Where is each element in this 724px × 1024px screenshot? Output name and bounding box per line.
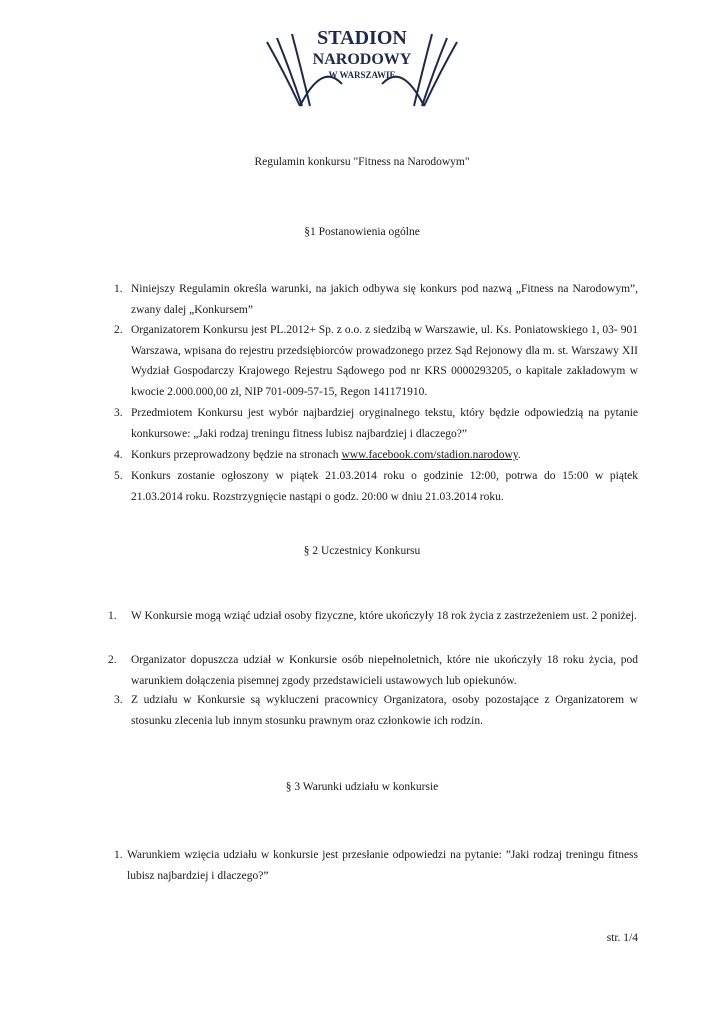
s2-item1-number: 1. [108,610,117,622]
logo-line-3: W WARSZAWIE [328,70,396,80]
stadium-arches-icon [262,22,462,112]
s2-item3-text: Z udziału w Konkursie są wykluczeni pracownicy Organizatora, osoby pozostające z Organizatorem w stosunku zlecenia lub innym stosunku prawnym oraz członkowie ich rodzin. [131,694,638,727]
s1-item2-number: 2. [114,324,123,336]
logo-line-2: NARODOWY [312,51,412,68]
section1-heading: §1 Postanowienia ogólne [304,226,420,238]
s1-item4-text-after: . [517,449,521,461]
logo-line-1: STADION [317,27,407,49]
s1-item2-text: Organizatorem Konkursu jest PL.2012+ Sp. z o.o. z siedzibą w Warszawie, ul. Ks. Poniatowskiego 1, 03- 901 Warszawa, wpisana do rejestru przedsiębiorców prowadzonego przez Sąd Rejonowy dla m. st. Warszawy XII Wydział Gospodarczy Krajowego Rejestru Sądowego pod nr KRS 0000293205, o kapitale zakładowym w kwocie 2.000.000,00 zł, NIP 701-009-57-15, Regon 141171910. [131,324,638,398]
s1-item1-text: Niniejszy Regulamin określa warunki, na jakich odbywa się konkurs pod nazwą „Fitness na Narodowym”, zwany dalej „Konkursem” [131,283,638,316]
s1-item1-number: 1. [114,283,123,295]
s2-item1-text: W Konkursie mogą wziąć udział osoby fizyczne, które ukończyły 18 rok życia z zastrzeżeniem ust. 2 poniżej. [131,610,637,622]
section2-heading: § 2 Uczestnicy Konkursu [303,545,421,557]
s3-item1-text: Warunkiem wzięcia udziału w konkursie jest przesłanie odpowiedzi na pytanie: ”Jaki rodzaj treningu fitness lubisz najbardziej i dlaczego?” [127,849,638,882]
s2-item2-text: Organizator dopuszcza udział w Konkursie osób niepełnoletnich, które nie ukończyły 18 roku życia, pod warunkiem dołączenia pisemnej zgody przedstawicieli ustawowych lub opiekunów. [131,654,638,687]
s1-item4-text [131,445,638,466]
s1-item5-number: 5. [114,470,123,482]
s3-item1-number: 1. [114,849,123,861]
facebook-link[interactable]: www.facebook.com/stadion.narodowy [341,449,518,461]
document-title: Regulamin konkursu "Fitness na Narodowym" [254,156,470,168]
s1-item5-text: Konkurs zostanie ogłoszony w piątek 21.03.2014 roku o godzinie 12:00, potrwa do 15:00 w piątek 21.03.2014 roku. Rozstrzygnięcie nastąpi o godz. 20:00 w dniu 21.03.2014 roku. [131,470,638,503]
s1-item4-text-before: Konkurs przeprowadzony będzie na stronach [131,449,342,461]
s1-item3-text: Przedmiotem Konkursu jest wybór najbardziej oryginalnego tekstu, który będzie odpowiedzią na pytanie konkursowe: „Jaki rodzaj treningu fitness lubisz najbardziej i dlaczego?” [131,407,638,440]
s1-item4-number: 4. [114,449,123,461]
page-number: str. 1/4 [606,932,638,944]
section3-heading: § 3 Warunki udziału w konkursie [285,781,439,793]
s2-item3-number: 3. [114,694,123,706]
s2-item2-number: 2. [108,654,117,666]
stadion-narodowy-logo [262,22,462,112]
s1-item3-number: 3. [114,407,123,419]
